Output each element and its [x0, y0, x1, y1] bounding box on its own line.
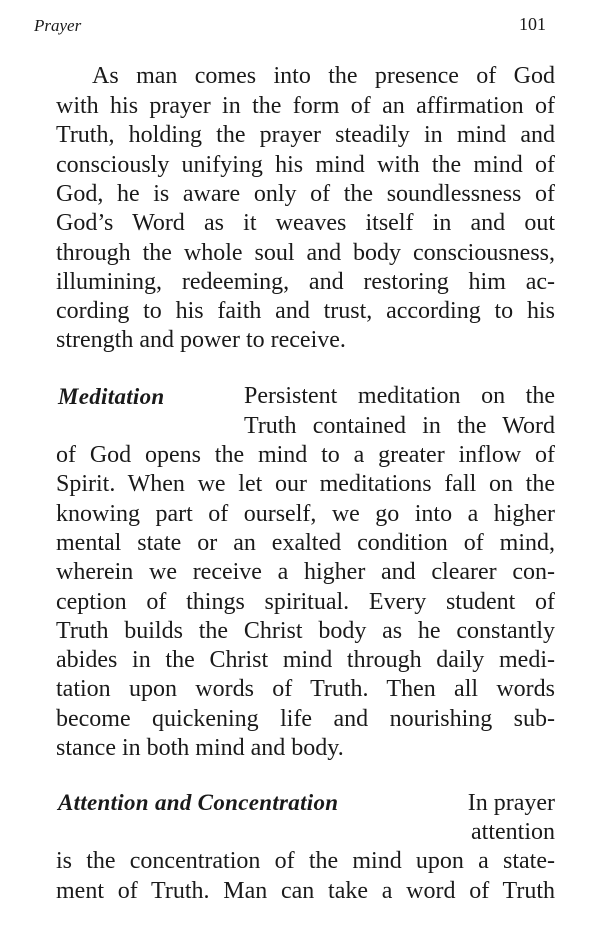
text-line: attention: [471, 819, 555, 845]
text-line: As man comes into the presence of God: [92, 63, 555, 89]
section-heading-attention: Attention and Concentration: [58, 790, 339, 815]
text-line: mental state or an exalted condition of mind,: [56, 530, 555, 556]
text-line: is the concentration of the mind upon a state-: [56, 848, 555, 874]
text-line: Truth contained in the Word: [244, 413, 555, 439]
text-line: consciously unifying his mind with the mind of: [56, 152, 555, 178]
text-line: Truth, holding the prayer steadily in mind and: [56, 122, 555, 148]
text-line: with his prayer in the form of an affirmation of: [56, 93, 555, 119]
page-number: 101: [519, 14, 546, 34]
text-line: Truth builds the Christ body as he constantly: [56, 618, 555, 644]
text-line: God’s Word as it weaves itself in and out: [56, 210, 555, 236]
text-line: Spirit. When we let our meditations fall on the: [56, 471, 555, 497]
text-line: stance in both mind and body.: [56, 735, 344, 761]
section-heading-meditation: Meditation: [58, 384, 165, 409]
text-line: strength and power to receive.: [56, 327, 346, 353]
text-line: Persistent meditation on the: [244, 383, 555, 409]
text-line: abides in the Christ mind through daily medi-: [56, 647, 555, 673]
text-line: become quickening life and nourishing sub-: [56, 706, 555, 732]
text-line: illumining, redeeming, and restoring him ac-: [56, 269, 555, 295]
text-line: of God opens the mind to a greater inflow of: [56, 442, 555, 468]
text-line: tation upon words of Truth. Then all words: [56, 676, 555, 702]
text-line: ment of Truth. Man can take a word of Truth: [56, 878, 555, 904]
text-line: knowing part of ourself, we go into a higher: [56, 501, 555, 527]
text-line: through the whole soul and body consciousness,: [56, 240, 555, 266]
text-line: wherein we receive a higher and clearer con-: [56, 559, 555, 585]
text-line: ception of things spiritual. Every student of: [56, 589, 555, 615]
text-line: God, he is aware only of the soundlessness of: [56, 181, 555, 207]
text-line: cording to his faith and trust, according to his: [56, 298, 555, 324]
text-line: In prayer: [467, 790, 555, 816]
running-head: Prayer: [34, 16, 82, 35]
